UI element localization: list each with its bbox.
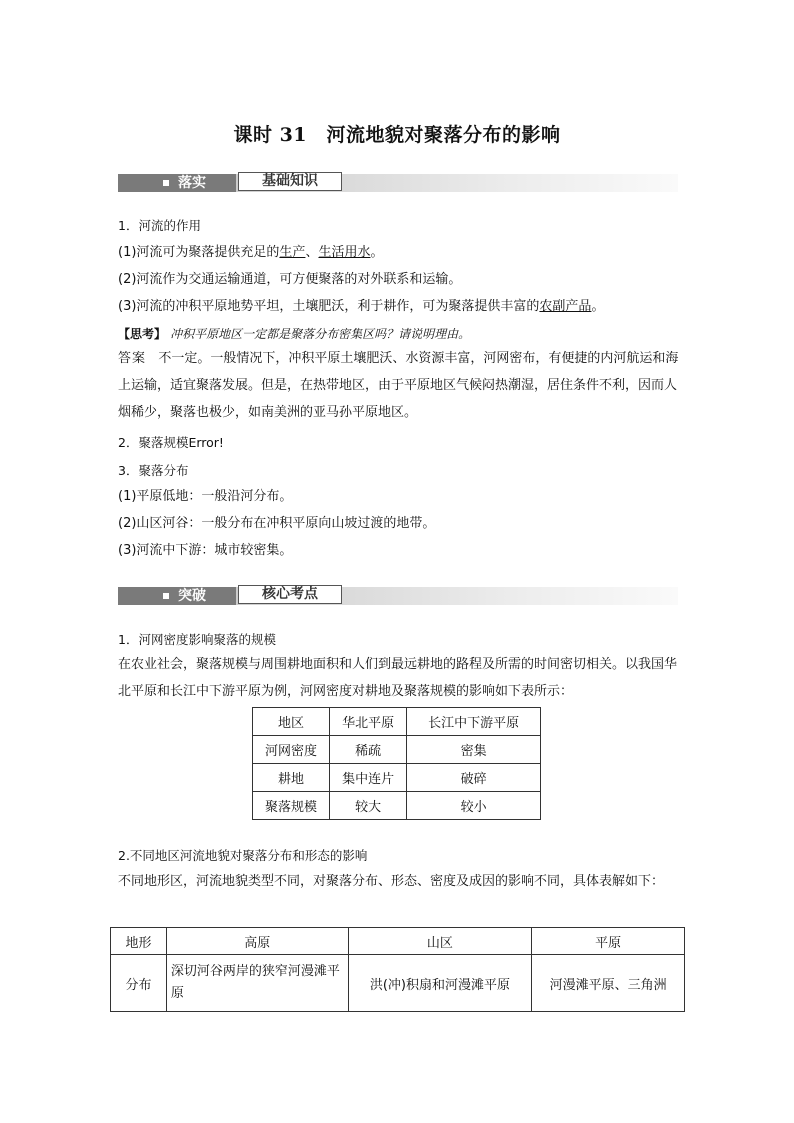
answer-paragraph: 答案 不一定。一般情况下，冲积平原土壤肥沃、水资源丰富，河网密布，有便捷的内河航运和海上运输，适宜聚落发展。但是，在热带地区，由于平原地区气候闷热潮湿，居住条件不利，因而人烟稀少，聚落也极少，如南美洲的亚马孙平原地区。 (118, 351, 679, 420)
section-tab: 基础知识 (238, 172, 342, 191)
heading-settlement-distribution: 3．聚落分布 (118, 463, 189, 478)
section-label: 突破 (178, 588, 206, 604)
table-row: 河网密度 稀疏 密集 (253, 736, 541, 764)
table-row: 地形 高原 山区 平原 (111, 928, 685, 955)
intro-paragraph: 在农业社会，聚落规模与周围耕地面积和人们到最远耕地的路程及所需的时间密切相关。以我国华北平原和长江中下游平原为例，河网密度对耕地及聚落规模的影响如下表所示： (118, 657, 678, 699)
table-row: 耕地 集中连片 破碎 (253, 764, 541, 792)
table-row: 分布 深切河谷两岸的狭窄河漫滩平原 洪(冲)积扇和河漫滩平原 河漫滩平原、三角洲 (111, 955, 685, 1012)
table-row: 地区 华北平原 长江中下游平原 (253, 708, 541, 736)
river-density-table (252, 707, 541, 820)
intro-paragraph: 不同地形区，河流地貌类型不同，对聚落分布、形态、密度及成因的影响不同，具体表解如下： (118, 874, 665, 889)
paragraph: (3)河流中下游：城市较密集。 (118, 543, 293, 558)
paragraph: (1)平原低地：一般沿河分布。 (118, 489, 293, 504)
section-label: 落实 (178, 175, 206, 191)
landform-table (110, 927, 685, 1012)
bullet-square-icon (163, 180, 169, 186)
section-tab: 核心考点 (238, 585, 342, 604)
paragraph: (2)山区河谷：一般分布在冲积平原向山坡过渡的地带。 (118, 516, 436, 531)
paragraph: (2)河流作为交通运输通道，可方便聚落的对外联系和运输。 (118, 272, 462, 287)
heading-landform-influence: 2.不同地区河流地貌对聚落分布和形态的影响 (118, 848, 368, 863)
think-question: 【思考】 冲积平原地区一定都是聚落分布密集区吗？请说明理由。 (118, 327, 471, 341)
section-bar-core (118, 585, 678, 605)
section-bar-basic (118, 172, 678, 192)
heading-river-density: 1．河网密度影响聚落的规模 (118, 632, 276, 647)
paragraph: (1)河流可为聚落提供充足的生产、生活用水。 (118, 245, 384, 260)
paragraph: (3)河流的冲积平原地势平坦，土壤肥沃，利于耕作，可为聚落提供丰富的农副产品。 (118, 299, 605, 314)
heading-settlement-scale: 2．聚落规模Error! (118, 435, 224, 450)
bullet-square-icon (163, 593, 169, 599)
heading-river-role: 1．河流的作用 (118, 218, 201, 233)
page-title: 课时 31 河流地貌对聚落分布的影响 (233, 124, 561, 146)
table-row: 聚落规模 较大 较小 (253, 792, 541, 820)
